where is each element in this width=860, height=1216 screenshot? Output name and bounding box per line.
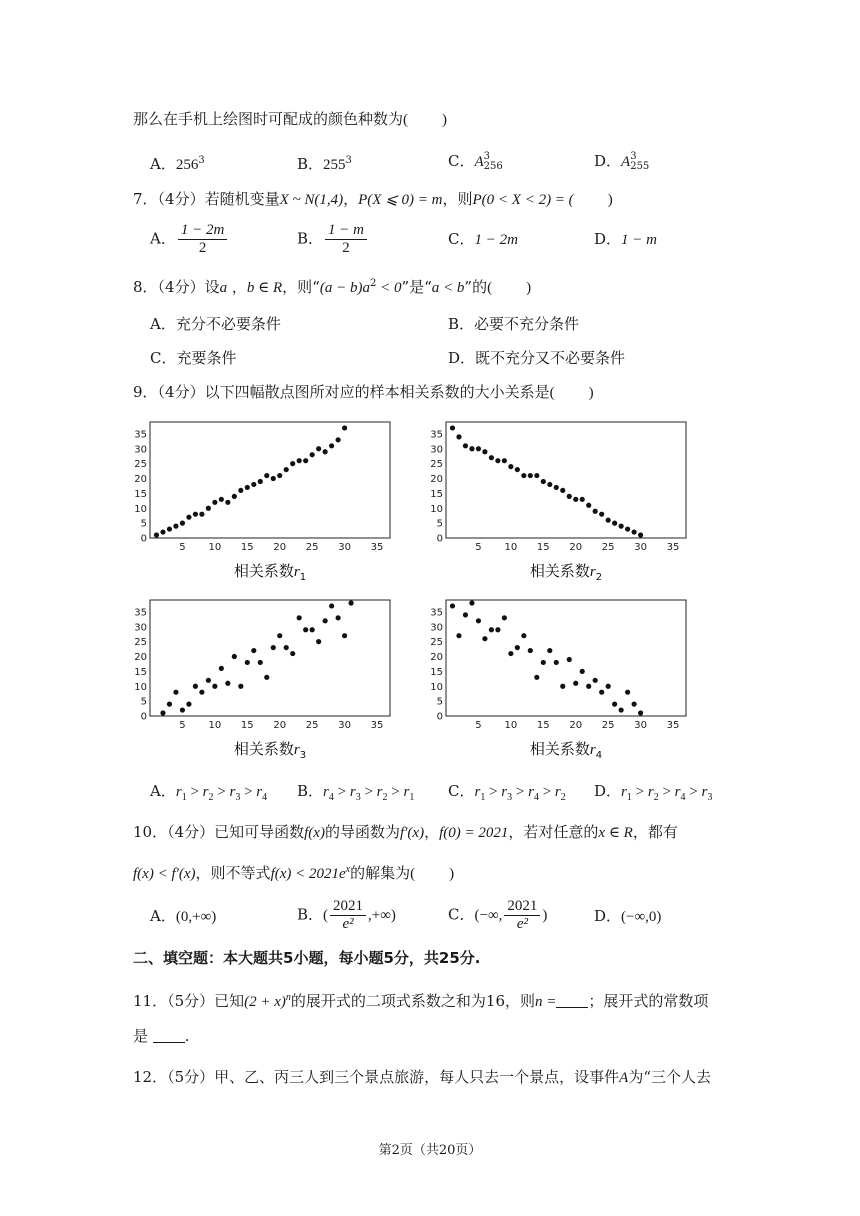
x-tick-label: 15 (240, 542, 254, 553)
scatter-point (508, 651, 513, 656)
scatter-point (160, 710, 165, 715)
x-tick-label: 5 (179, 542, 186, 553)
q10-option-b: B．( $\frac{2021}{\text{e²}}$ ,+∞) (297, 898, 396, 932)
scatter-point (508, 464, 513, 469)
scatter-point (619, 524, 624, 529)
x-tick-label: 10 (504, 542, 518, 553)
y-tick-label: 25 (430, 637, 443, 649)
scatter-point (495, 458, 500, 463)
scatter-point (612, 521, 617, 526)
scatter-point (599, 690, 604, 695)
plot-caption: 相关系数$r_4$ (529, 740, 603, 761)
scatter-point (264, 675, 269, 680)
scatter-point (297, 615, 302, 620)
x-tick-label: 15 (536, 542, 550, 553)
q10-option-c: C．(−∞, $\frac{2021}{\text{e²}}$ ) (448, 898, 548, 932)
scatter-point (342, 633, 347, 638)
scatter-point (456, 633, 461, 638)
scatter-point (593, 509, 598, 514)
x-tick-label: 25 (305, 720, 319, 731)
q8-stem: 8．（4分）设a ，b ∈ R，则“$(a - b)a^2 < 0$”是“a < b”的( ) (133, 278, 532, 296)
scatter-point (297, 458, 302, 463)
scatter-point (476, 446, 481, 451)
q9-option-c: C．$r_1 > r_3 > r_4 > r_2$ (448, 782, 566, 803)
scatter-point (206, 506, 211, 511)
scatter-point (225, 681, 230, 686)
scatter-point (541, 660, 546, 665)
plot-caption: 相关系数$r_2$ (529, 562, 603, 583)
x-tick-label: 5 (179, 720, 186, 731)
y-tick-label: 10 (430, 503, 443, 515)
scatter-point (336, 615, 341, 620)
scatter-point (232, 654, 237, 659)
q12-stem: 12．（5分）甲、乙、丙三人到三个景点旅游，每人只去一个景点，设事件A为“三个人去 (133, 1068, 711, 1086)
y-tick-label: 15 (430, 488, 443, 500)
scatter-point (593, 678, 598, 683)
scatter-point (160, 529, 165, 534)
scatter-point (489, 627, 494, 632)
q8-option-a: A．充分不必要条件 (150, 315, 281, 333)
scatter-point (515, 467, 520, 472)
scatter-point (606, 684, 611, 689)
y-tick-label: 5 (436, 518, 443, 530)
q8-option-d: D．既不充分又不必要条件 (448, 349, 626, 367)
q7-option-a: A． $\frac{1 - 2m}{2}$ (150, 222, 229, 257)
scatter-point (329, 443, 334, 448)
scatter-point (238, 488, 243, 493)
scatter-point (238, 684, 243, 689)
scatter-point (560, 684, 565, 689)
scatter-point (316, 639, 321, 644)
scatter-point (521, 633, 526, 638)
scatter-point (277, 473, 282, 478)
y-tick-label: 5 (140, 518, 147, 530)
scatter-point (567, 494, 572, 499)
x-tick-label: 25 (601, 542, 615, 553)
scatter-point (329, 603, 334, 608)
q6-option-b: B．$255^3$ (297, 155, 352, 173)
scatter-point (212, 500, 217, 505)
y-tick-label: 0 (436, 711, 443, 723)
scatter-point (251, 482, 256, 487)
scatter-point (554, 660, 559, 665)
y-tick-label: 5 (140, 696, 147, 708)
scatter-point (586, 684, 591, 689)
scatter-point (495, 627, 500, 632)
y-tick-label: 20 (430, 474, 443, 486)
scatter-point (323, 449, 328, 454)
scatter-plot-1-svg (128, 416, 398, 586)
scatter-point (303, 627, 308, 632)
plot-frame (150, 422, 390, 538)
scatter-point (606, 518, 611, 523)
scatter-plot-4 (424, 594, 694, 764)
x-tick-label: 30 (338, 720, 351, 731)
scatter-point (515, 645, 520, 650)
scatter-point (186, 515, 191, 520)
q11-line1: 11．（5分）已知$(2 + x)^n$的展开式的二项式系数之和为16，则n = ；展开式的常数项 (133, 992, 709, 1010)
scatter-point (303, 458, 308, 463)
x-tick-label: 25 (305, 542, 319, 553)
scatter-point (290, 651, 295, 656)
scatter-point (219, 497, 224, 502)
x-tick-label: 30 (634, 720, 647, 731)
scatter-point (271, 476, 276, 481)
y-tick-label: 5 (436, 696, 443, 708)
q9-option-d: D．$r_1 > r_2 > r_4 > r_3$ (594, 782, 713, 803)
scatter-point (251, 648, 256, 653)
scatter-point (180, 707, 185, 712)
scatter-plot-3 (128, 594, 398, 764)
q9-option-a: A．$r_1 > r_2 > r_3 > r_4$ (150, 782, 268, 803)
scatter-point (625, 526, 630, 531)
x-tick-label: 20 (273, 720, 287, 731)
y-tick-label: 35 (430, 429, 443, 441)
scatter-point (336, 437, 341, 442)
scatter-point (534, 675, 539, 680)
scatter-point (632, 529, 637, 534)
scatter-point (469, 446, 474, 451)
y-tick-label: 20 (134, 474, 147, 486)
section-heading: 二、填空题：本大题共5小题，每小题5分，共25分. (133, 949, 481, 967)
scatter-point (619, 707, 624, 712)
scatter-plot-3-svg (128, 594, 398, 764)
q10-option-a: A．(0,+∞) (150, 907, 217, 925)
scatter-point (476, 618, 481, 623)
x-tick-label: 35 (370, 542, 384, 553)
x-tick-label: 5 (475, 542, 482, 553)
q9-stem: 9．（4分）以下四幅散点图所对应的样本相关系数的大小关系是( ) (133, 383, 594, 401)
scatter-point (573, 497, 578, 502)
scatter-point (167, 526, 172, 531)
y-tick-label: 10 (134, 681, 147, 693)
scatter-point (547, 648, 552, 653)
scatter-point (245, 660, 250, 665)
y-tick-label: 10 (134, 503, 147, 515)
q7-stem: 7．（4分）若随机变量X ~ N(1,4)，P(X ⩽ 0) = m，则P(0 < X < 2) = ( ) (133, 190, 613, 208)
y-tick-label: 20 (430, 652, 443, 664)
x-tick-label: 35 (666, 542, 680, 553)
scatter-point (199, 512, 204, 517)
x-tick-label: 10 (504, 720, 518, 731)
y-tick-label: 15 (430, 666, 443, 678)
y-tick-label: 0 (140, 533, 147, 545)
x-tick-label: 30 (634, 542, 647, 553)
scatter-point (463, 612, 468, 617)
scatter-point (554, 485, 559, 490)
x-tick-label: 10 (208, 542, 222, 553)
x-tick-label: 35 (666, 720, 680, 731)
y-tick-label: 30 (430, 444, 443, 456)
x-tick-label: 5 (475, 720, 482, 731)
y-tick-label: 30 (430, 622, 443, 634)
q6-option-c: C．A 3 256 (448, 151, 503, 172)
q10-option-d: D．(−∞,0) (594, 907, 662, 925)
scatter-point (219, 666, 224, 671)
scatter-point (528, 648, 533, 653)
scatter-point (482, 636, 487, 641)
scatter-plot-1 (128, 416, 398, 586)
x-tick-label: 15 (536, 720, 550, 731)
scatter-point (271, 645, 276, 650)
scatter-point (463, 443, 468, 448)
scatter-point (186, 702, 191, 707)
q6-tail: 那么在手机上绘图时可配成的颜色种数为( ) (133, 110, 448, 128)
x-tick-label: 25 (601, 720, 615, 731)
scatter-point (342, 425, 347, 430)
y-tick-label: 25 (430, 459, 443, 471)
q8-option-b: B．必要不充分条件 (448, 315, 580, 333)
q11-line2: 是 . (133, 1027, 190, 1045)
q8-option-c: C．充要条件 (150, 349, 237, 367)
plot-frame (150, 600, 390, 716)
q6-option-d: D．A 3 255 (594, 151, 650, 172)
x-tick-label: 20 (569, 542, 583, 553)
scatter-point (502, 458, 507, 463)
plot-frame (446, 422, 686, 538)
page-footer: 第2页（共20页） (378, 1143, 482, 1158)
q10-line1: 10．（4分）已知可导函数f(x)的导函数为f′(x)，f(0) = 2021，若对任意的x ∈ R，都有 (133, 823, 678, 841)
y-tick-label: 35 (430, 607, 443, 619)
y-tick-label: 25 (134, 459, 147, 471)
scatter-plot-4-svg (424, 594, 694, 764)
x-tick-label: 30 (338, 542, 351, 553)
scatter-point (632, 702, 637, 707)
y-tick-label: 15 (134, 666, 147, 678)
x-tick-label: 10 (208, 720, 222, 731)
scatter-point (284, 467, 289, 472)
y-tick-label: 20 (134, 652, 147, 664)
scatter-point (567, 657, 572, 662)
scatter-point (599, 512, 604, 517)
scatter-point (193, 684, 198, 689)
scatter-plot-2 (424, 416, 694, 586)
scatter-point (489, 455, 494, 460)
y-tick-label: 35 (134, 607, 147, 619)
plot-caption: 相关系数$r_3$ (233, 740, 307, 761)
scatter-point (316, 446, 321, 451)
scatter-point (541, 479, 546, 484)
scatter-point (482, 449, 487, 454)
scatter-point (612, 702, 617, 707)
x-tick-label: 20 (273, 542, 287, 553)
q7-option-c: C．1 − 2m (448, 230, 518, 248)
scatter-point (502, 615, 507, 620)
scatter-point (310, 627, 315, 632)
scatter-point (290, 461, 295, 466)
scatter-point (573, 681, 578, 686)
y-tick-label: 35 (134, 429, 147, 441)
q7-option-b: B． $\frac{1 - m}{2}$ (297, 222, 369, 257)
y-tick-label: 15 (134, 488, 147, 500)
scatter-point (323, 618, 328, 623)
scatter-point (638, 532, 643, 537)
scatter-plot-2-svg (424, 416, 694, 586)
scatter-point (638, 710, 643, 715)
scatter-point (180, 521, 185, 526)
scatter-point (469, 600, 474, 605)
scatter-point (212, 684, 217, 689)
scatter-point (580, 669, 585, 674)
scatter-point (450, 425, 455, 430)
y-tick-label: 0 (436, 533, 443, 545)
q11-blank-1 (556, 993, 588, 1008)
scatter-point (534, 473, 539, 478)
q10-line2: f(x) < f′(x)，则不等式$f(x) < 2021e^x$的解集为( ) (133, 864, 455, 882)
scatter-point (245, 485, 250, 490)
scatter-point (284, 645, 289, 650)
scatter-point (625, 690, 630, 695)
scatter-point (547, 482, 552, 487)
scatter-point (560, 488, 565, 493)
scatter-point (586, 503, 591, 508)
scatter-point (264, 473, 269, 478)
x-tick-label: 20 (569, 720, 583, 731)
y-tick-label: 30 (134, 622, 147, 634)
x-tick-label: 35 (370, 720, 384, 731)
scatter-point (173, 690, 178, 695)
scatter-point (450, 603, 455, 608)
scatter-point (167, 702, 172, 707)
scatter-point (258, 660, 263, 665)
scatter-point (348, 600, 353, 605)
scatter-point (225, 500, 230, 505)
scatter-point (277, 633, 282, 638)
scatter-point (199, 690, 204, 695)
scatter-point (173, 524, 178, 529)
q7-option-d: D．1 − m (594, 230, 657, 248)
y-tick-label: 10 (430, 681, 443, 693)
scatter-point (310, 452, 315, 457)
y-tick-label: 0 (140, 711, 147, 723)
scatter-point (154, 532, 159, 537)
scatter-point (232, 494, 237, 499)
plot-frame (446, 600, 686, 716)
y-tick-label: 30 (134, 444, 147, 456)
scatter-point (521, 473, 526, 478)
scatter-point (206, 678, 211, 683)
q9-option-b: B．$r_4 > r_3 > r_2 > r_1$ (297, 782, 415, 803)
plot-caption: 相关系数$r_1$ (233, 562, 307, 583)
q6-option-a: A．$256^3$ (150, 155, 205, 173)
y-tick-label: 25 (134, 637, 147, 649)
scatter-point (580, 497, 585, 502)
scatter-point (258, 479, 263, 484)
x-tick-label: 15 (240, 720, 254, 731)
q6-text: 那么在手机上绘图时可配成的颜色种数为 (133, 110, 404, 128)
scatter-point (456, 434, 461, 439)
scatter-point (528, 473, 533, 478)
scatter-point (193, 512, 198, 517)
q11-blank-2 (153, 1028, 185, 1043)
